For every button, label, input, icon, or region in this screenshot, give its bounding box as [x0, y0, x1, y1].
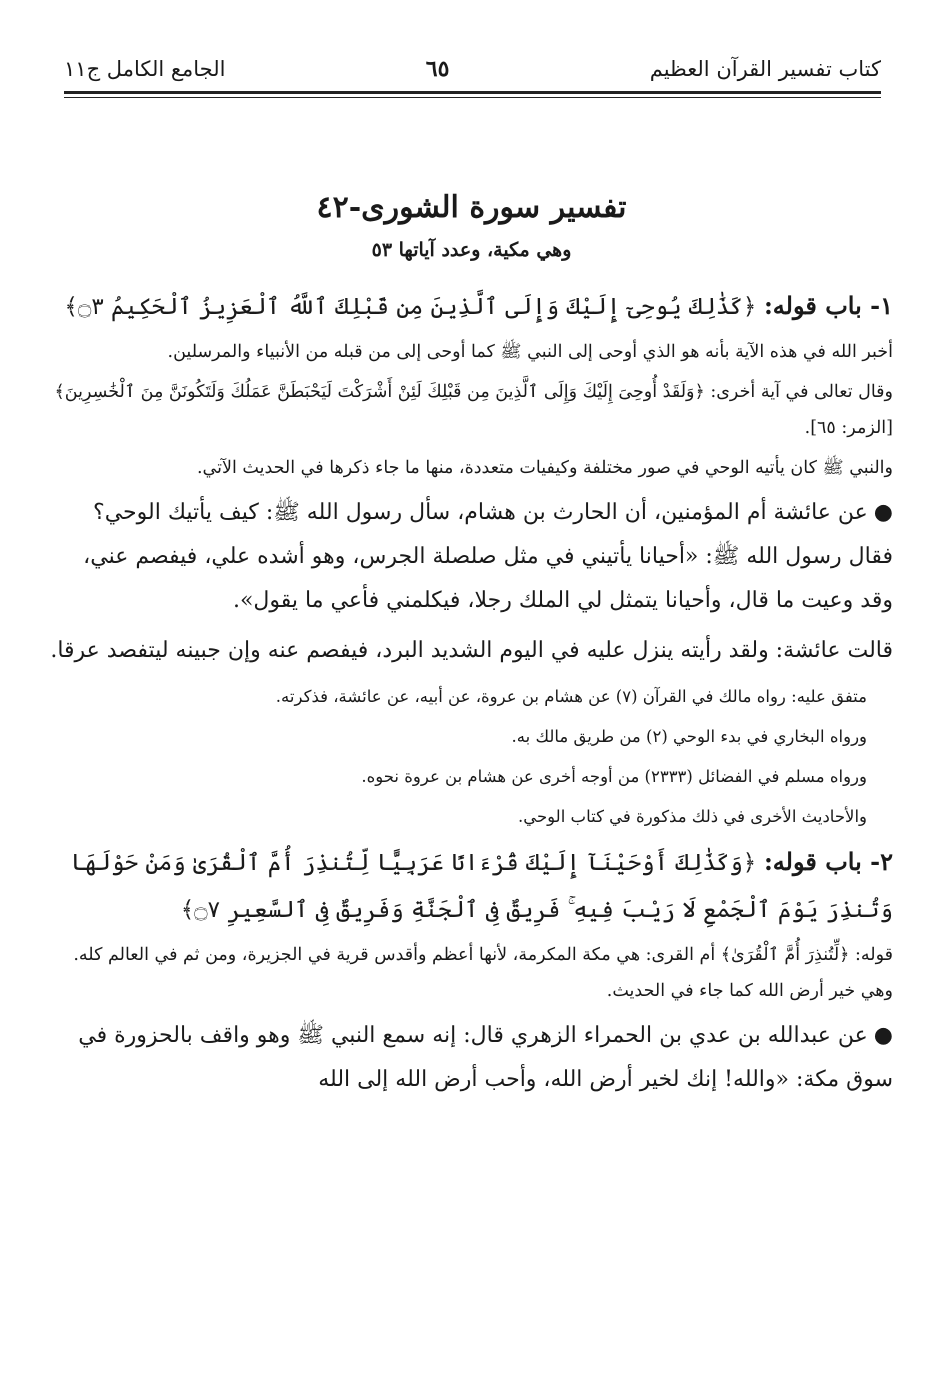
- hadith-paragraph: قالت عائشة: ولقد رأيته ينزل عليه في اليوم الشديد البرد، فيفصم عنه وإن جبينه ليتفصد عرقا.: [50, 638, 893, 663]
- commentary-paragraph: قوله: ﴿لِّتُنذِرَ أُمَّ ٱلْقُرَىٰ﴾ أم القرى: هي مكة المكرمة، لأنها أعظم وأقدس قرية في الجزيرة، ومن ثم في العالم كله. وهي خير أرض الله كما جاء في الحديث.: [73, 945, 893, 1001]
- takhrij-reference: متفق عليه: رواه مالك في القرآن (٧) عن هشام بن عروة، عن أبيه، عن عائشة، فذكرته.: [275, 687, 867, 706]
- chapter-1-verse: ﴿كَذَٰلِكَ يُوحِىٓ إِلَيْكَ وَإِلَى ٱلَّذِينَ مِن قَبْلِكَ ٱللَّهُ ٱلْعَزِيزُ ٱلْحَكِيمُ ۝٣﴾: [64, 294, 757, 320]
- hadith-text: عن عائشة أم المؤمنين، أن الحارث بن هشام، سأل رسول الله ﷺ: كيف يأتيك الوحي؟ فقال رسول الله ﷺ: «أحيانا يأتيني في مثل صلصلة الجرس، وهو أشده علي، فيفصم عني، وقد وعيت ما قال، وأحيانا يتمثل لي الملك رجلا، فيكلمني فأعي ما يقول».: [83, 500, 893, 613]
- chapter-2-label: ٢- باب قوله:: [763, 847, 893, 876]
- chapter-2-heading: [50, 839, 893, 933]
- hadith-paragraph: [50, 1013, 893, 1102]
- header-rule-thin: [64, 97, 881, 98]
- volume-title: الجامع الكامل ج١١: [64, 57, 226, 81]
- bullet-icon: ●: [873, 499, 893, 525]
- hadith-text: عن عبدالله بن عدي بن الحمراء الزهري قال: إنه سمع النبي ﷺ وهو واقف بالحزورة في سوق مكة: «والله! إنك لخير أرض الله، وأحب أرض الله إلى الله: [78, 1023, 893, 1092]
- chapter-2-verse: ﴿وَكَذَٰلِكَ أَوْحَيْنَآ إِلَيْكَ قُرْءَانًا عَرَبِيًّا لِّتُنذِرَ أُمَّ ٱلْقُرَىٰ وَمَنْ حَوْلَهَا وَتُنذِرَ يَوْمَ ٱلْجَمْعِ لَا رَيْبَ فِيهِ ۚ فَرِيقٌ فِى ٱلْجَنَّةِ وَفَرِيقٌ فِى ٱلسَّعِيرِ ۝٧﴾: [70, 850, 893, 923]
- chapter-1-heading: [50, 283, 893, 330]
- takhrij-reference: ورواه البخاري في بدء الوحي (٢) من طريق مالك به.: [511, 727, 867, 746]
- surah-title: تفسير سورة الشورى-٤٢: [316, 190, 627, 225]
- chapter-1-label: ١- باب قوله:: [763, 291, 893, 320]
- bullet-icon: ●: [873, 1022, 893, 1048]
- commentary-paragraph: أخبر الله في هذه الآية بأنه هو الذي أوحى إلى النبي ﷺ كما أوحى إلى من قبله من الأنبياء والمرسلين.: [167, 342, 893, 362]
- takhrij-reference: والأحاديث الأخرى في ذلك مذكورة في كتاب الوحي.: [517, 807, 867, 826]
- takhrij-reference: ورواه مسلم في الفضائل (٢٣٣٣) من أوجه أخرى عن هشام بن عروة نحوه.: [361, 767, 867, 786]
- book-title: كتاب تفسير القرآن العظيم: [649, 57, 881, 81]
- header-rule-thick: [64, 91, 881, 94]
- commentary-paragraph: وقال تعالى في آية أخرى: ﴿وَلَقَدْ أُوحِىَ إِلَيْكَ وَإِلَى ٱلَّذِينَ مِن قَبْلِكَ لَئِنْ أَشْرَكْتَ لَيَحْبَطَنَّ عَمَلُكَ وَلَتَكُونَنَّ مِنَ ٱلْخَٰسِرِينَ﴾ [الزمر: ٦٥].: [54, 382, 893, 438]
- hadith-paragraph: [50, 490, 893, 623]
- surah-subtitle: وهي مكية، وعدد آياتها ٥٣: [371, 239, 572, 261]
- running-header: [64, 50, 881, 88]
- page-number: ٦٥: [425, 56, 450, 82]
- commentary-paragraph: والنبي ﷺ كان يأتيه الوحي في صور مختلفة وكيفيات متعددة، منها ما جاء ذكرها في الحديث الآتي.: [196, 458, 893, 478]
- page-content: [50, 190, 893, 1108]
